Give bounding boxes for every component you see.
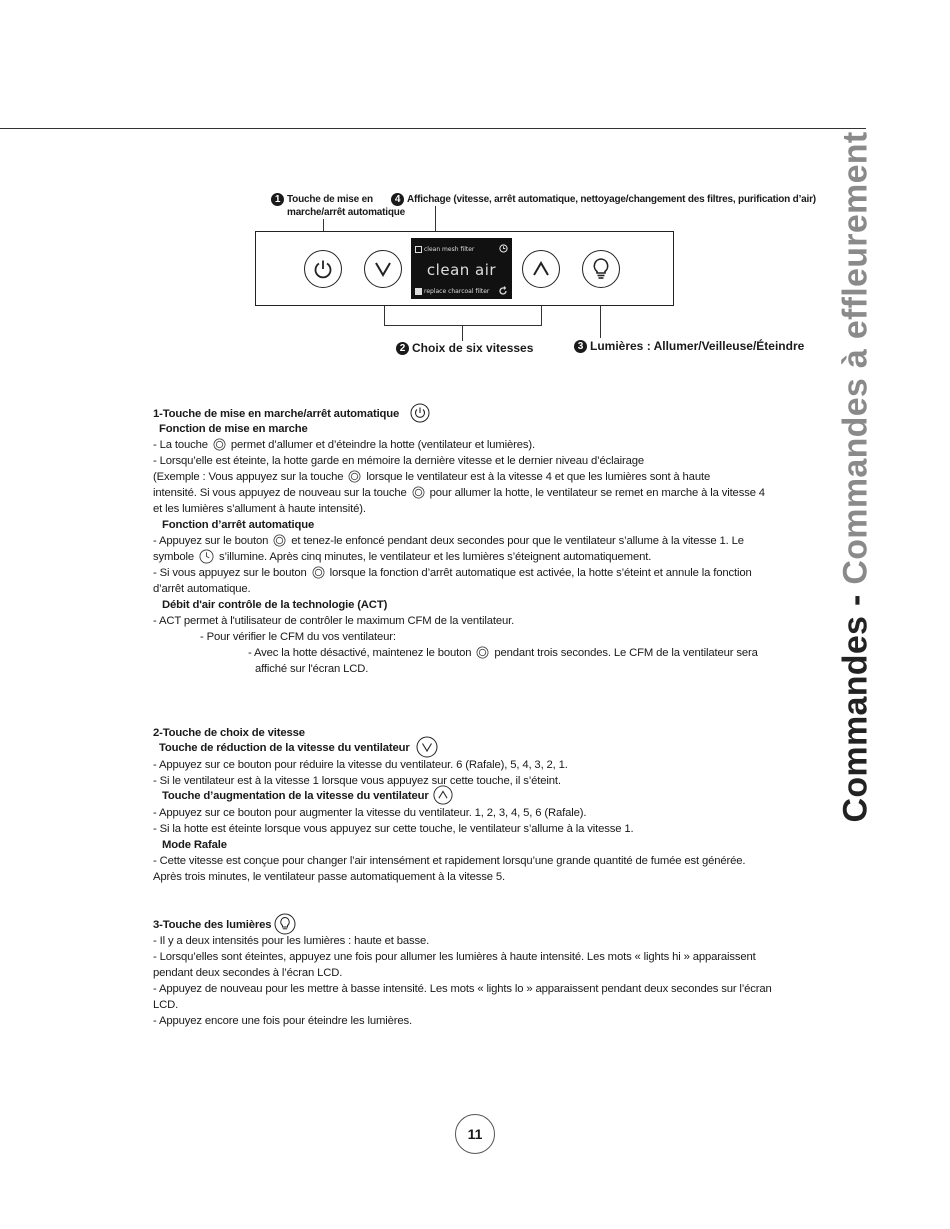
page-number: 11 bbox=[455, 1114, 495, 1154]
sec3-line2: - Lorsqu’elles sont éteintes, appuyez une fois pour allumer les lumières à haute intensité. Les mots « lights hi » apparaissent bbox=[153, 951, 756, 963]
sec1-line10: - ACT permet à l'utilisateur de contrôler le maximum CFM de la ventilateur. bbox=[153, 615, 515, 627]
bracket-bottom bbox=[384, 325, 542, 326]
sec3-line1: - Il y a deux intensités pour les lumières : haute et basse. bbox=[153, 935, 430, 947]
sec3-line5: LCD. bbox=[153, 999, 179, 1011]
sec1-line12b: pendant trois secondes. Le CFM de la ventilateur sera bbox=[494, 647, 758, 659]
lightbulb-icon bbox=[274, 913, 296, 935]
power-button-icon bbox=[412, 486, 425, 499]
sec1-line7 bbox=[153, 549, 651, 565]
callout-1 bbox=[271, 193, 405, 219]
sec3-title bbox=[153, 915, 298, 935]
chevron-down-icon bbox=[372, 258, 394, 280]
lcd-top-text: clean mesh filter bbox=[424, 246, 475, 253]
filled-square-icon bbox=[415, 288, 422, 295]
checkbox-icon bbox=[415, 246, 422, 253]
sec2-line2: - Si le ventilateur est à la vitesse 1 lorsque vous appuyez sur cette touche, il s’éteint. bbox=[153, 775, 561, 787]
side-title-part2: Commandes à effleurement bbox=[836, 131, 875, 585]
clock-icon bbox=[199, 549, 214, 564]
sec2-line5: - Cette vitesse est conçue pour changer l’air intensément et rapidement lorsqu’une grande quantité de fumée est générée. bbox=[153, 855, 746, 867]
sec1-line8a: - Si vous appuyez sur le bouton bbox=[153, 567, 307, 579]
sec1-line12 bbox=[248, 645, 758, 661]
speed-up-button[interactable] bbox=[522, 250, 560, 288]
sec1-line1 bbox=[153, 437, 535, 453]
chevron-up-icon bbox=[530, 258, 552, 280]
chevron-down-icon bbox=[416, 736, 438, 758]
chevron-up-icon bbox=[433, 785, 453, 805]
sec1-line13: affiché sur l'écran LCD. bbox=[255, 663, 369, 675]
callout-1-line2: marche/arrêt automatique bbox=[287, 207, 406, 219]
sec1-line4b: pour allumer la hotte, le ventilateur se remet en marche à la vitesse 4 bbox=[429, 487, 765, 499]
sec3-line3: pendant deux secondes à l’écran LCD. bbox=[153, 967, 343, 979]
lcd-bottom-text: replace charcoal filter bbox=[424, 288, 490, 295]
side-title-part1: Commandes - bbox=[836, 584, 875, 823]
sec3-line4: - Appuyez de nouveau pour les mettre à basse intensité. Les mots « lights lo » apparaissent pendant deux secondes sur l’écran bbox=[153, 983, 772, 995]
sec1-sub1: Fonction de mise en marche bbox=[159, 423, 308, 435]
sec1-line3b: lorsque le ventilateur est à la vitesse 4 et que les lumières sont à haute bbox=[366, 471, 711, 483]
sec1-line7b: s’illumine. Après cinq minutes, le ventilateur et les lumières s’éteignent automatiquement. bbox=[219, 551, 652, 563]
sec3-title-text: 3-Touche des lumières bbox=[153, 918, 272, 931]
cycle-icon bbox=[498, 286, 508, 296]
sec2-sub3: Mode Rafale bbox=[162, 839, 227, 851]
sec1-line9: d’arrêt automatique. bbox=[153, 583, 251, 595]
sec1-line1a: - La touche bbox=[153, 439, 208, 451]
sec2-line3: - Appuyez sur ce bouton pour augmenter la vitesse du ventilateur. 1, 2, 3, 4, 5, 6 (Rafale). bbox=[153, 807, 587, 819]
sec1-line11: - Pour vérifier le CFM du vos ventilateur: bbox=[200, 631, 396, 643]
sec1-line8 bbox=[153, 565, 752, 581]
sec1-line8b: lorsque la fonction d’arrêt automatique est activée, la hotte s’éteint et annule la fonction bbox=[329, 567, 752, 579]
sec2-line6: Après trois minutes, le ventilateur passe automatiquement à la vitesse 5. bbox=[153, 871, 505, 883]
power-button[interactable] bbox=[304, 250, 342, 288]
sec1-line1b: permet d’allumer et d’éteindre la hotte (ventilateur et lumières). bbox=[230, 439, 535, 451]
sec1-title-text: 1-Touche de mise en marche/arrêt automatique bbox=[153, 407, 400, 420]
sec2-line4: - Si la hotte est éteinte lorsque vous appuyez sur cette touche, le ventilateur s’allume à la vitesse 1. bbox=[153, 823, 634, 835]
callout-3-text: Lumières : Allumer/Veilleuse/Éteindre bbox=[590, 339, 805, 353]
lightbulb-icon bbox=[590, 257, 612, 281]
sec1-line5: et les lumières s’allument à haute intensité). bbox=[153, 503, 366, 515]
callout-1-line1: Touche de mise en bbox=[287, 194, 373, 206]
sec2-title: 2-Touche de choix de vitesse bbox=[153, 727, 305, 739]
power-icon bbox=[410, 403, 430, 423]
callout-3-number: 3 bbox=[574, 340, 587, 353]
control-panel bbox=[255, 231, 674, 306]
lcd-display bbox=[411, 238, 512, 299]
clock-icon bbox=[499, 244, 508, 253]
bracket-stem bbox=[462, 325, 463, 341]
sec1-sub3: Débit d'air contrôle de la technologie (ACT) bbox=[162, 599, 388, 611]
callout-2 bbox=[396, 341, 533, 355]
sec1-line2: - Lorsqu’elle est éteinte, la hotte garde en mémoire la dernière vitesse et le dernier niveau d’éclairage bbox=[153, 455, 645, 467]
sec2-sub1-text: Touche de réduction de la vitesse du ventilateur bbox=[159, 741, 410, 754]
power-button-icon bbox=[312, 566, 325, 579]
power-button-icon bbox=[476, 646, 489, 659]
sec3-line6: - Appuyez encore une fois pour éteindre les lumières. bbox=[153, 1015, 412, 1027]
lcd-main-text: clean air bbox=[426, 261, 497, 279]
callout-3 bbox=[574, 339, 804, 353]
sec1-line6 bbox=[153, 533, 744, 549]
sec1-line12a: - Avec la hotte désactivé, maintenez le bouton bbox=[248, 647, 472, 659]
top-rule bbox=[0, 128, 866, 129]
sec1-line6a: - Appuyez sur le bouton bbox=[153, 535, 269, 547]
power-button-icon bbox=[213, 438, 226, 451]
sec1-line3a: (Exemple : Vous appuyez sur la touche bbox=[153, 471, 344, 483]
sec1-line7a: symbole bbox=[153, 551, 195, 563]
sec1-line4a: intensité. Si vous appuyez de nouveau sur la touche bbox=[153, 487, 407, 499]
sec1-line6b: et tenez-le enfoncé pendant deux secondes pour que le ventilateur s’allume à la vitesse 1. Le bbox=[291, 535, 744, 547]
sec2-sub1 bbox=[159, 738, 440, 758]
callout-2-number: 2 bbox=[396, 342, 409, 355]
sec2-line1: - Appuyez sur ce bouton pour réduire la vitesse du ventilateur. 6 (Rafale), 5, 4, 3, 2, 1. bbox=[153, 759, 568, 771]
speed-down-button[interactable] bbox=[364, 250, 402, 288]
sec1-line3 bbox=[153, 469, 710, 485]
sec1-sub2: Fonction d’arrêt automatique bbox=[162, 519, 315, 531]
lights-button[interactable] bbox=[582, 250, 620, 288]
sec2-sub2-text: Touche d’augmentation de la vitesse du ventilateur bbox=[162, 789, 429, 802]
power-button-icon bbox=[348, 470, 361, 483]
callout-2-text: Choix de six vitesses bbox=[412, 341, 534, 355]
callout-4-text: Affichage (vitesse, arrêt automatique, nettoyage/changement des filtres, purification d’air) bbox=[407, 194, 816, 206]
callout-4-number: 4 bbox=[391, 193, 404, 206]
power-icon bbox=[312, 258, 334, 280]
callout-1-number: 1 bbox=[271, 193, 284, 206]
callout-4 bbox=[391, 193, 816, 206]
power-button-icon bbox=[273, 534, 286, 547]
side-title bbox=[826, 131, 886, 823]
sec2-sub2 bbox=[162, 787, 455, 805]
sec1-line4 bbox=[153, 485, 765, 501]
